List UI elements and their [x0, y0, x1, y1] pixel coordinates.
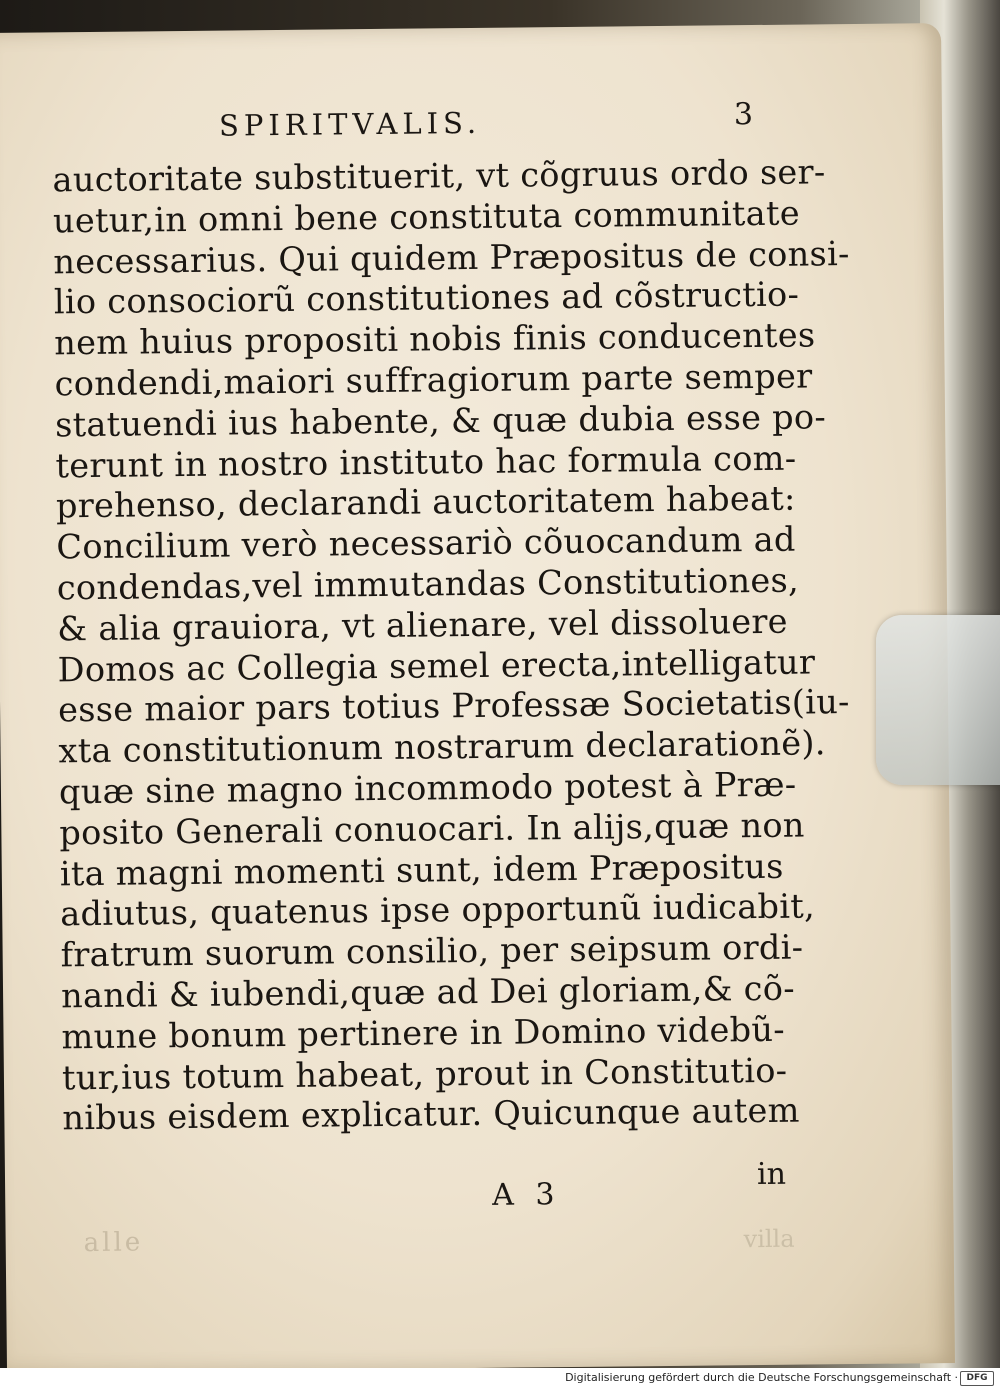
text-line: & alia grauiora, vt alienare, vel dissoluere	[57, 601, 789, 649]
text-line: terunt in nostro instituto hac formula com-	[55, 438, 797, 485]
page-number: 3	[733, 97, 754, 133]
text-line: xta constitutionum nostrarum declarationẽ).	[58, 723, 826, 771]
text-line: ita magni momenti sunt, idem Præpositus	[59, 846, 784, 893]
text-line: esse maior pars totius Professæ Societatis(iu-	[57, 682, 850, 730]
footer-bar	[0, 1368, 1000, 1388]
running-head: SPIRITVALIS.	[218, 105, 482, 143]
text-line: tur,ius totum habeat, prout in Constitutio-	[61, 1050, 788, 1097]
text-line: Domos ac Collegia semel erecta,intelligatur	[57, 641, 816, 689]
text-line: condendas,vel immutandas Constitutiones,	[56, 560, 800, 608]
signature-mark: A 3	[492, 1177, 561, 1213]
text-line: lio consociorũ constitutiones ad cõstructio-	[53, 274, 800, 322]
text-line: necessarius. Qui quidem Præpositus de consi-	[53, 233, 850, 281]
text-line: statuendi ius habente, & quæ dubia esse po-	[54, 397, 827, 445]
page-content	[0, 23, 955, 1373]
dfg-logo-icon: DFG	[960, 1371, 994, 1386]
body-text	[52, 152, 850, 1140]
text-line: mune bonum pertinere in Domino videbũ-	[61, 1009, 786, 1057]
digitization-credit: Digitalisierung gefördert durch die Deutsche Forschungsgemeinschaft ·	[565, 1371, 958, 1384]
book-page	[0, 23, 955, 1373]
text-line: posito Generali conuocari. In alijs,quæ non	[59, 805, 805, 853]
text-line: nandi & iubendi,quæ ad Dei gloriam,& cõ-	[60, 968, 796, 1016]
page-clip	[876, 615, 1000, 785]
text-line: uetur,in omni bene constituta communitate	[52, 193, 801, 241]
text-line: adiutus, quatenus ipse opportunũ iudicabit,	[60, 886, 816, 934]
text-line: fratrum suorum consilio, per seipsum ordi-	[60, 927, 804, 975]
text-line: nibus eisdem explicatur. Quicunque autem	[62, 1090, 800, 1138]
text-line: condendi,maiori suffragiorum parte semper	[54, 356, 813, 404]
text-line: prehenso, declarandi auctoritatem habeat:	[55, 478, 796, 526]
text-line: quæ sine magno incommodo potest à Præ-	[58, 764, 797, 812]
bleed-through-text: villa	[743, 1224, 795, 1254]
text-line: Concilium verò necessariò cõuocandum ad	[56, 519, 796, 567]
text-line: auctoritate substituerit, vt cõgruus ordo ser-	[52, 152, 826, 200]
bleed-through-text: alle	[83, 1227, 144, 1259]
catchword: in	[756, 1156, 787, 1193]
text-line: nem huius propositi nobis finis conducentes	[54, 315, 816, 363]
